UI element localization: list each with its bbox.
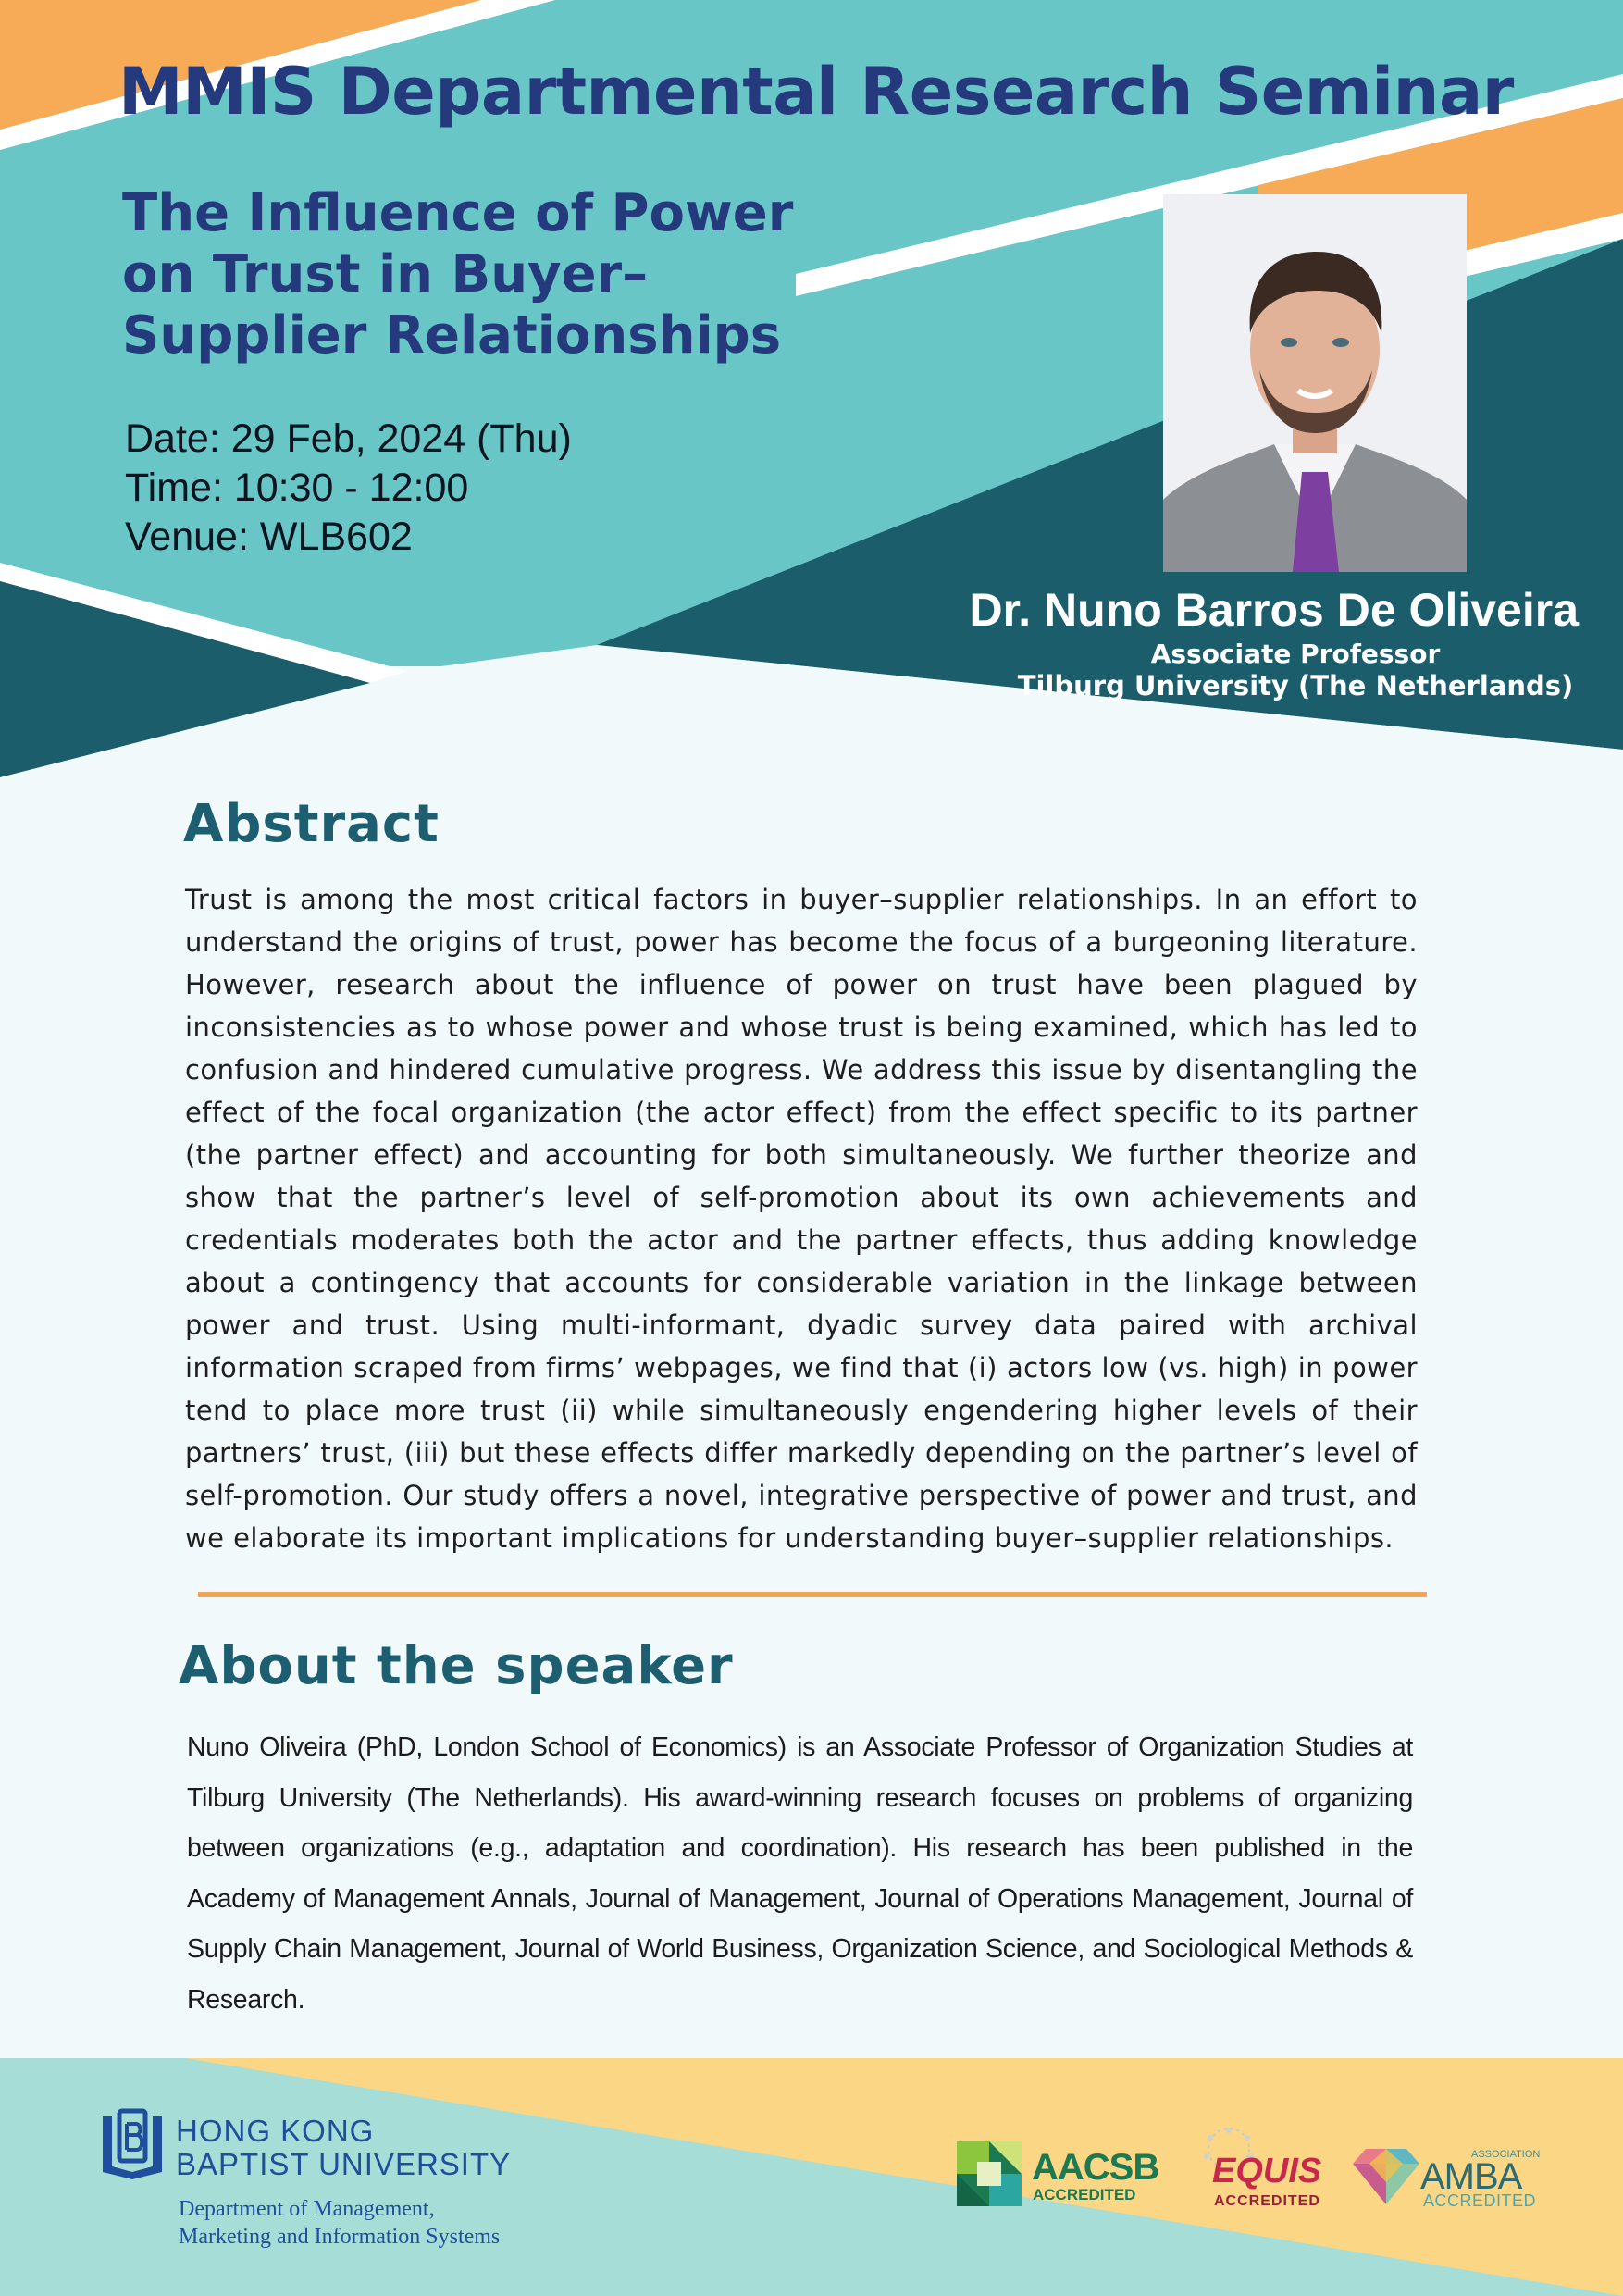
speaker-bio: Nuno Oliveira (PhD, London School of Economics) is an Associate Professor of Organization Studies at Tilburg University (The Netherlands). His award-winning research focuses on problems of organizing between organizations (e.g., adaptation and coordination). His research has been published in the Academy of Management Annals, Journal of Management, Journal of Operations Management, Journal of Supply Chain Management, Journal of World Business, Organization Science, and Sociological Methods & Research. (187, 1732, 1413, 2015)
amba-name: AMBA (1420, 2156, 1522, 2197)
amba-label: ACCREDITED (1423, 2191, 1537, 2210)
speaker-affiliation: Tilburg University (The Netherlands) (1017, 670, 1574, 701)
speaker-position: Associate Professor (1150, 639, 1441, 669)
department-name-line: Department of Management, (179, 2197, 435, 2221)
aacsb-name: AACSB (1032, 2147, 1159, 2188)
section-divider (198, 1592, 1427, 1597)
talk-title (122, 183, 862, 366)
about-speaker-heading: About the speaker (179, 1636, 734, 1696)
abstract-body: Trust is among the most critical factors in buyer–supplier relationships. In an effort to understand the origins of trust, power has become the focus of a burgeoning literature. However, research about the influence of power on trust have been plagued by inconsistencies as to whose power and whose trust is being examined, which has led to confusion and hindered cumulative progress. We address this issue by disentangling the effect of the focal organization (the actor effect) from the effect specific to its partner (the partner effect) and accounting for both simultaneously. We further theorize and show that the partner’s level of self-promotion about its own achievements and credentials moderates both the actor and the partner effects, thus adding knowledge about a contingency that accounts for considerable variation in the linkage between power and trust. Using multi-informant, dyadic survey data paired with archival information scraped from firms’ webpages, we find that (i) actors low (vs. high) in power tend to place more trust (ii) while simultaneously engendering higher levels of their partners’ trust, (iii) but these effects differ markedly depending on the partner’s level of self-promotion. Our study offers a novel, integrative perspective of power and trust, and we elaborate its important implications for understanding buyer–supplier relationships. (185, 884, 1418, 1554)
aacsb-logo-icon (957, 2141, 1022, 2206)
aacsb-label: ACCREDITED (1033, 2186, 1136, 2203)
seminar-title: MMIS Departmental Research Seminar (118, 54, 1514, 130)
amba-diamond-icon (1353, 2149, 1419, 2204)
event-date: Date: 29 Feb, 2024 (Thu) (125, 416, 572, 461)
talk-title-line: The Influence of Power (122, 183, 794, 243)
university-name-line: BAPTIST UNIVERSITY (176, 2147, 512, 2181)
abstract-heading: Abstract (183, 794, 440, 854)
university-name (176, 2115, 511, 2181)
talk-title-line: on Trust in Buyer– (122, 244, 649, 304)
event-time: Time: 10:30 - 12:00 (125, 465, 469, 510)
talk-title-line: Supplier Relationships (122, 305, 782, 366)
department-name (179, 2195, 500, 2251)
department-name-line: Marketing and Information Systems (179, 2225, 501, 2249)
hkbu-crest-icon (97, 2107, 167, 2181)
amba-prefix: ASSOCIATION (1471, 2149, 1541, 2160)
speaker-photo (1163, 194, 1467, 572)
event-details (125, 415, 572, 562)
speaker-name: Dr. Nuno Barros De Oliveira (969, 584, 1579, 636)
equis-name: EQUIS (1212, 2152, 1322, 2191)
event-venue: Venue: WLB602 (125, 515, 413, 559)
equis-label: ACCREDITED (1214, 2193, 1320, 2209)
university-name-line: HONG KONG (176, 2114, 375, 2148)
